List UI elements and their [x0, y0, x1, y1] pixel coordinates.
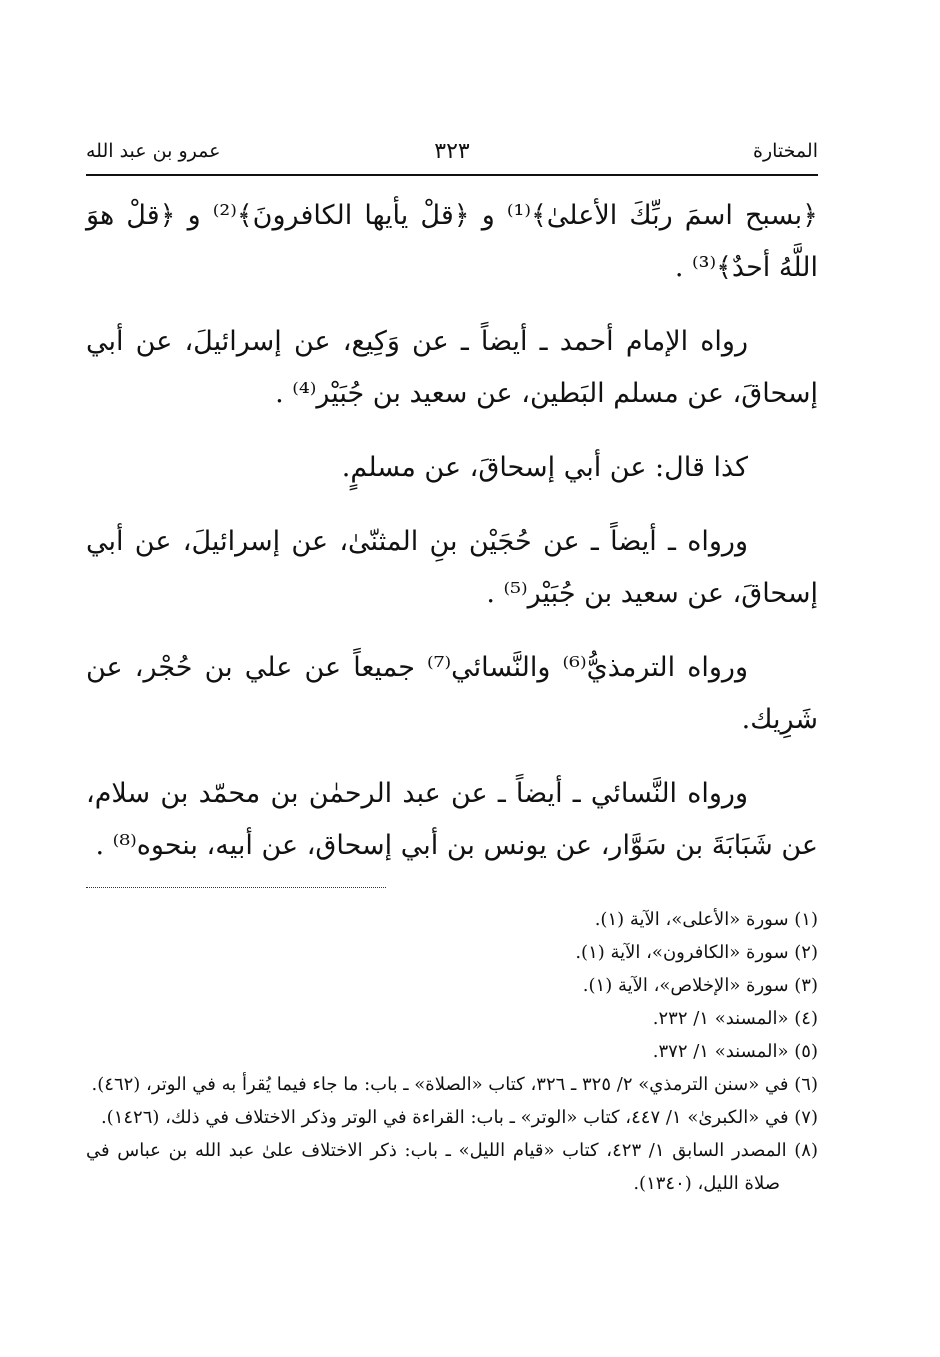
paragraph-ahmad-narration: رواه الإمام أحمد ـ أيضاً ـ عن وَكِيع، عن إسرائيلَ، عن أبي إسحاقَ، عن مسلم البَطين، عن سعيد بن جُبَيْر⁽⁴⁾ .: [86, 326, 818, 409]
header-chapter-title: عمرو بن عبد الله: [86, 140, 221, 162]
footnote-divider: [86, 887, 386, 888]
paragraph-tirmidhi-nasai: ورواه الترمذيُّ⁽⁶⁾ والنَّسائي⁽⁷⁾ جميعاً عن علي بن حُجْر، عن شَرِيك.: [86, 652, 818, 735]
main-text: [86, 190, 818, 894]
footnote-7: (٧) في «الكبرىٰ» ١/ ٤٤٧، كتاب «الوتر» ـ باب: القراءة في الوتر وذكر الاختلاف في ذلك، (١٤٢٦).: [100, 1107, 818, 1128]
running-header: [86, 128, 818, 176]
footnote-2: (٢) سورة «الكافرون»، الآية (١).: [575, 942, 818, 963]
paragraph-note: كذا قال: عن أبي إسحاقَ، عن مسلمٍ.: [341, 452, 748, 483]
header-book-title: المختارة: [753, 140, 818, 162]
book-page: [86, 0, 818, 1357]
paragraph-quran-verses: ﴿بسبح اسمَ ربِّكَ الأعلىٰ﴾⁽¹⁾ و ﴿قلْ يأيها الكافرونَ﴾⁽²⁾ و ﴿قلْ هوَ اللَّهُ أحدٌ﴾⁽³⁾ .: [86, 200, 819, 283]
paragraph-nasai-narration: ورواه النَّسائي ـ أيضاً ـ عن عبد الرحمٰن بن محمّد بن سلام، عن شَبَابَةَ بن سَوَّار، عن يونس بن أبي إسحاق، عن أبيه، بنحوه⁽⁸⁾ .: [86, 778, 818, 861]
footnotes: [86, 903, 818, 1200]
footnote-1: (١) سورة «الأعلى»، الآية (١).: [594, 909, 818, 930]
footnote-6: (٦) في «سنن الترمذي» ٢/ ٣٢٥ ـ ٣٢٦، كتاب «الصلاة» ـ باب: ما جاء فيما يُقرأ به في الوتر، (٤٦٢).: [91, 1074, 818, 1095]
footnote-4: (٤) «المسند» ١/ ٢٣٢.: [652, 1008, 818, 1029]
footnote-8: (٨) المصدر السابق ١/ ٤٢٣، كتاب «قيام الليل» ـ باب: ذكر الاختلاف علىٰ عبد الله بن عباس في صلاة الليل، (١٣٤٠).: [86, 1140, 818, 1194]
footnote-3: (٣) سورة «الإخلاص»، الآية (١).: [582, 975, 818, 996]
paragraph-second-narration: ورواه ـ أيضاً ـ عن حُجَيْن بنِ المثنّىٰ، عن إسرائيلَ، عن أبي إسحاقَ، عن سعيد بن جُبَيْر⁽⁵⁾ .: [86, 526, 818, 609]
page-number: ٣٢٣: [434, 138, 470, 164]
footnote-5: (٥) «المسند» ١/ ٣٧٢.: [652, 1041, 818, 1062]
